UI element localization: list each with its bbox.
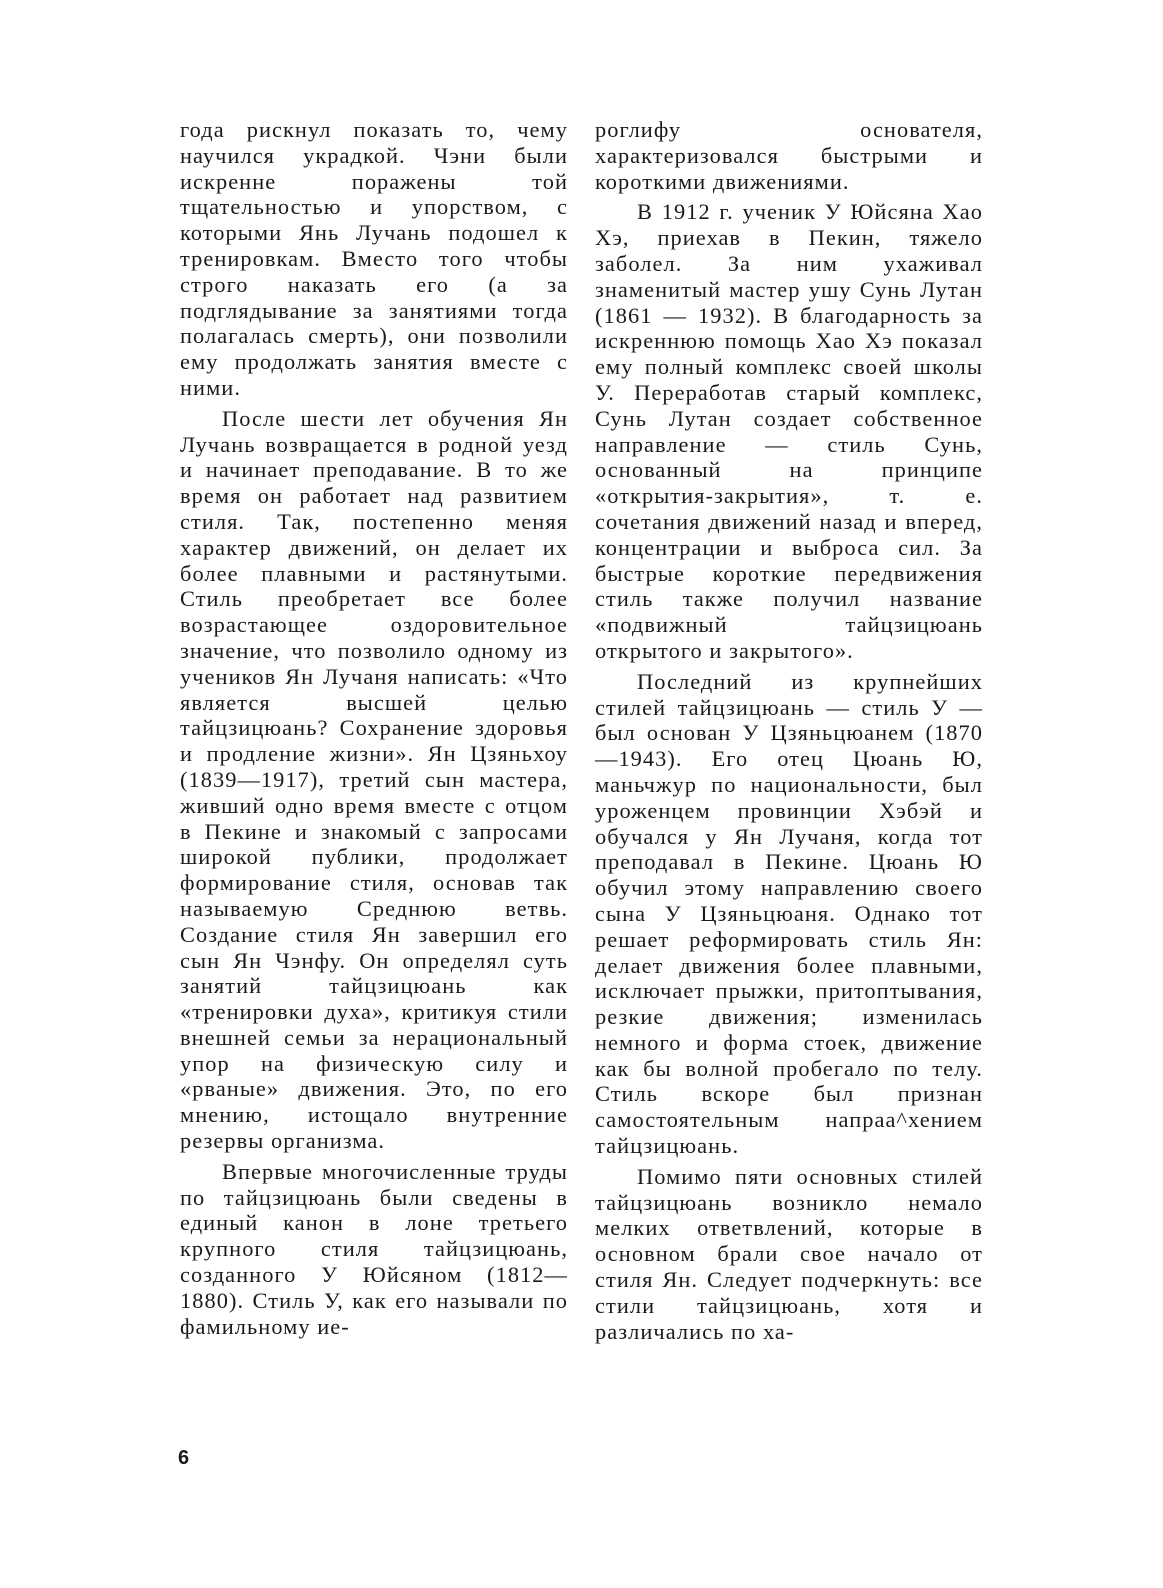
paragraph: Впервые многочисленные труды по тайцзицюань были сведены в единый канон в лоне третьего крупного стиля тайцзицюань, созданного У Юйсяном (1812—1880). Стиль У, как его называли по фамильному ие- — [180, 1158, 568, 1339]
right-column — [595, 117, 983, 1344]
left-column — [180, 117, 568, 1339]
paragraph: В 1912 г. ученик У Юйсяна Хао Хэ, приехав в Пекин, тяжело заболел. За ним ухаживал знаменитый мастер ушу Сунь Лутан (1861 — 1932). В благодарность за искреннюю помощь Хао Хэ показал ему полный комплекс своей школы У. Переработав старый комплекс, Сунь Лутан создает собственное направление — стиль Сунь, основанный на принципе «открытия-закрытия», т. е. сочетания движений назад и вперед, концентрации и выброса сил. За быстрые короткие передвижения стиль также получил название «подвижный тайцзицюань открытого и закрытого». — [595, 199, 983, 663]
paragraph-continuation: роглифу основателя, характеризовался быстрыми и короткими движениями. — [595, 117, 983, 194]
paragraph: Последний из крупнейших стилей тайцзицюань — стиль У — был основан У Цзяньцюанем (1870—1943). Его отец Цюань Ю, маньчжур по национальности, был уроженцем провинции Хэбэй и обучался у Ян Лучаня, когда тот преподавал в Пекине. Цюань Ю обучил этому направлению своего сына У Цзяньцюаня. Однако тот решает реформировать стиль Ян: делает движения более плавными, исключает прыжки, притоптывания, резкие движения; изменилась немного и форма стоек, движение как бы волной пробегало по телу. Стиль вскоре был признан самостоятельным напраа^хением тайцзицюань. — [595, 668, 983, 1159]
page-number: 6 — [178, 1447, 190, 1469]
paragraph: Помимо пяти основных стилей тайцзицюань возникло немало мелких ответвлений, которые в основном брали свое начало от стиля Ян. Следует подчеркнуть: все стили тайцзицюань, хотя и различались по ха- — [595, 1163, 983, 1344]
paragraph: После шести лет обучения Ян Лучань возвращается в родной уезд и начинает преподавание. В то же время он работает над развитием стиля. Так, постепенно меняя характер движений, он делает их более плавными и растянутыми. Стиль преобретает все более возрастающее оздоровительное значение, что позволило одному из учеников Ян Лучаня написать: «Что является высшей целью тайцзицюань? Сохранение здоровья и продление жизни». Ян Цзяньхоу (1839—1917), третий сын мастера, живший одно время вместе с отцом в Пекине и знакомый с запросами широкой публики, продолжает формирование стиля, основав так называемую Среднюю ветвь. Создание стиля Ян завершил его сын Ян Чэнфу. Он определял суть занятий тайцзицюань как «тренировки духа», критикуя стили внешней семьи за нерациональный упор на физическую силу и «рваные» движения. Это, по его мнению, истощало внутренние резервы организма. — [180, 405, 568, 1154]
paragraph-continuation: года рискнул показать то, чему научился украдкой. Чэни были искренне поражены той тщательностью и упорством, с которыми Янь Лучань подошел к тренировкам. Вместо того чтобы строго наказать его (а за подглядывание за занятиями тогда полагалась смерть), они позволили ему продолжать занятия вместе с ними. — [180, 117, 568, 400]
